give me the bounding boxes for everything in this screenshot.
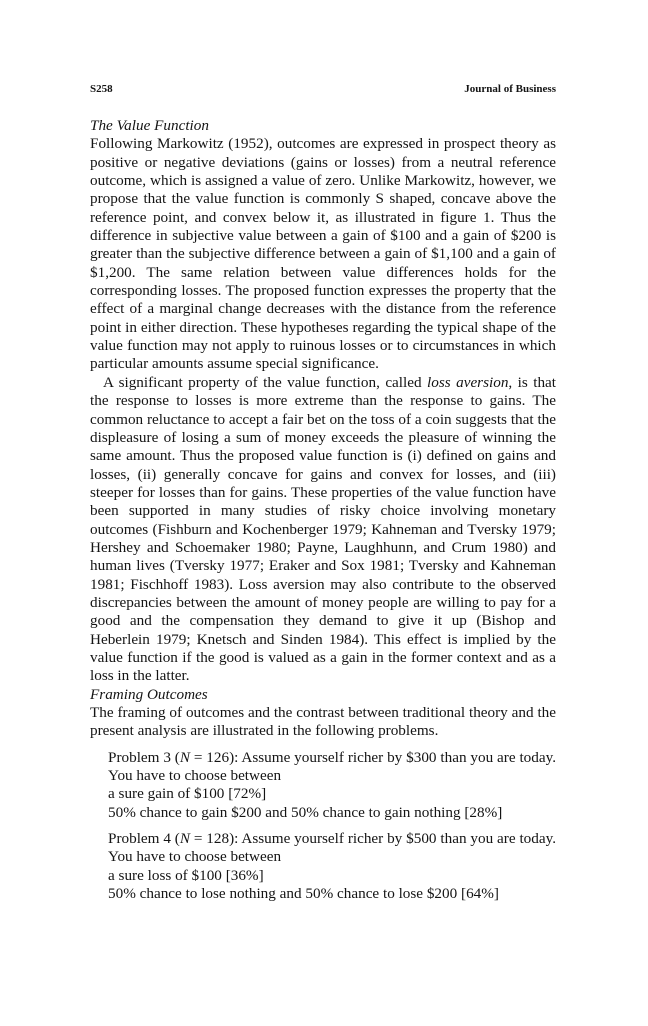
problem-text: = 128): Assume yourself richer by $500 than you are today. You have to choose between xyxy=(108,830,557,866)
journal-title: Journal of Business xyxy=(464,83,556,95)
option-a: a sure gain of $100 [72%] xyxy=(108,785,267,803)
paragraph-framing-intro: The framing of outcomes and the contrast between traditional theory and the present analysis are illustrated in the following problems. xyxy=(90,704,556,740)
problem-4 xyxy=(90,830,556,903)
page-number: S258 xyxy=(90,83,113,95)
paragraph-text-rest: , is that the response to losses is more extreme than the response to gains. The common reluctance to accept a fair bet on the toss of a coin suggests that the displeasure of losing a sum of money exceeds the pleasure of winning the same amount. Thus the proposed value function is (i) defined on gains and losses, (ii) generally concave for gains and convex for losses, and (iii) steeper for losses than for gains. These properties of the value function have been supported in many studies of risky choice involving monetary outcomes (Fishburn and Kochenberger 1979; Kahneman and Tversky 1979; Hershey and Schoemaker 1980; Payne, Laughhunn, and Crum 1980) and human lives (Tversky 1977; Eraker and Sox 1981; Tversky and Kahneman 1981; Fischhoff 1983). Loss aversion may also contribute to the observed discrepancies between the amount of money people are willing to pay for a good and the compensation they demand to give it up (Bishop and Heberlein 1979; Knetsch and Sinden 1984). This effect is implied by the value function if the good is valued as a gain in the former context and as a loss in the latter. xyxy=(90,373,557,685)
section-heading-framing-outcomes: Framing Outcomes xyxy=(90,685,208,703)
sample-size-symbol: N xyxy=(179,830,190,848)
sample-size-symbol: N xyxy=(179,748,190,766)
loss-aversion-term: loss aversion xyxy=(427,373,509,391)
problem-label: Problem 3 ( xyxy=(108,748,180,766)
problem-statement xyxy=(108,830,556,867)
problem-statement xyxy=(108,749,556,786)
paragraph-loss-aversion xyxy=(90,374,556,686)
option-b: 50% chance to gain $200 and 50% chance to gain nothing [28%] xyxy=(108,803,503,821)
problem-label: Problem 4 ( xyxy=(108,830,180,848)
option-b: 50% chance to lose nothing and 50% chance to lose $200 [64%] xyxy=(108,885,499,903)
running-head xyxy=(90,83,556,95)
problem-3 xyxy=(90,749,556,822)
problem-text: = 126): Assume yourself richer by $300 than you are today. You have to choose between xyxy=(108,748,557,785)
section-heading-value-function: The Value Function xyxy=(90,117,209,134)
paragraph-value-function: Following Markowitz (1952), outcomes are expressed in prospect theory as positive or negative deviations (gains or losses) from a neutral reference outcome, which is assigned a value of zero. Unlike Markowitz, however, we propose that the value function is commonly S shaped, concave above the reference point, and convex below it, as illustrated in figure 1. Thus the difference in subjective value between a gain of $100 and a gain of $200 is greater than the subjective difference between a gain of $1,100 and a gain of $1,200. The same relation between value differences holds for the corresponding losses. The proposed function expresses the property that the effect of a marginal change decreases with the distance from the reference point in either direction. These hypotheses regarding the typical shape of the value function may not apply to ruinous losses or to circumstances in which particular amounts assume special significance. xyxy=(90,135,556,373)
article-body xyxy=(90,117,556,903)
paragraph-text-start: A significant property of the value function, called xyxy=(103,373,428,391)
option-a: a sure loss of $100 [36%] xyxy=(108,866,264,884)
